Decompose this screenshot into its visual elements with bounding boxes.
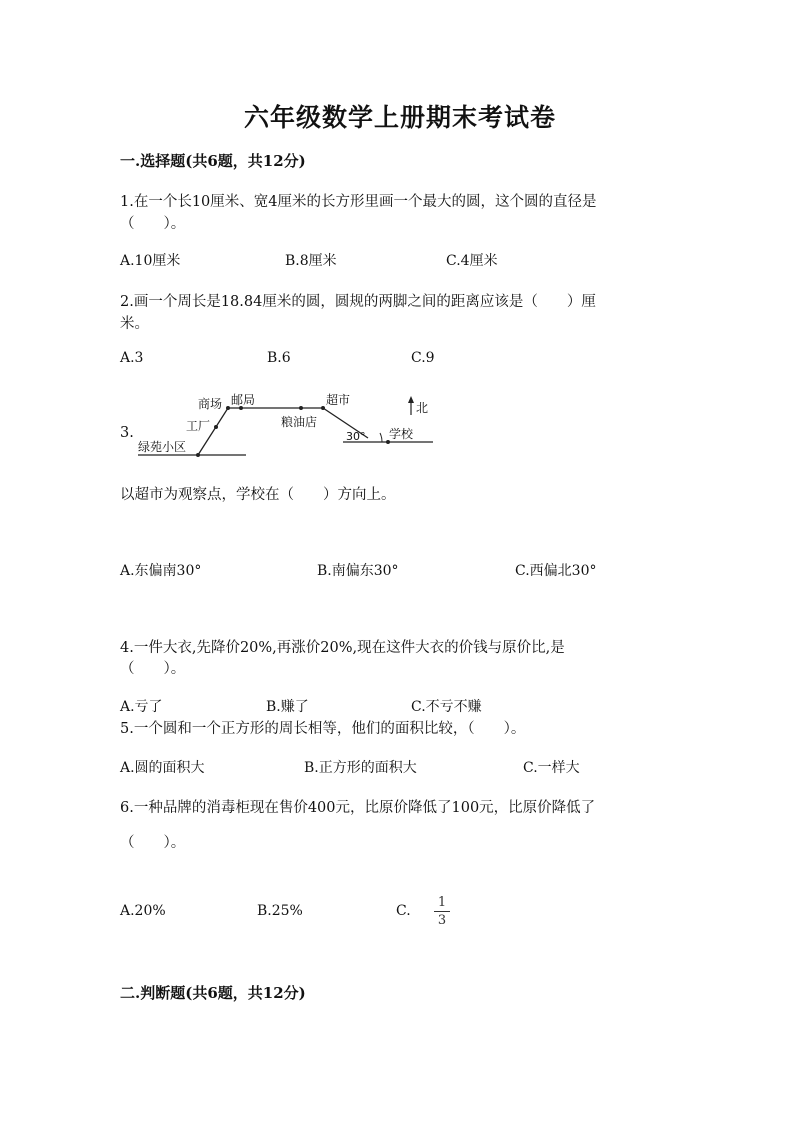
dot-supermarket (321, 406, 325, 410)
question-6-option-a: A.20% (120, 903, 166, 919)
question-3-option-b: B.南偏东30° (317, 563, 399, 579)
question-6-option-b: B.25% (257, 903, 303, 919)
label-grain: 粮油店 (281, 415, 318, 429)
question-1-option-b: B.8厘米 (285, 253, 337, 269)
question-2-option-a: A.3 (120, 350, 144, 366)
question-1-text: 1.在一个长10厘米、宽4厘米的长方形里画一个最大的圆，这个圆的直径是 (120, 194, 597, 210)
dot-community (196, 453, 200, 457)
question-2-text: 2.画一个周长是18.84厘米的圆，圆规的两脚之间的距离应该是（ ）厘 (120, 294, 596, 310)
question-5-option-c: C.一样大 (523, 760, 580, 776)
question-3-option-a: A.东偏南30° (120, 563, 202, 579)
label-angle: 30° (346, 430, 366, 443)
fraction-numerator: 1 (437, 895, 447, 910)
question-4-text: 4.一件大衣,先降价20%,再涨价20%,现在这件大衣的价钱与原价比,是 (120, 640, 565, 656)
dot-store (226, 406, 230, 410)
question-1-option-a: A.10厘米 (120, 253, 181, 269)
page-title: 六年级数学上册期末考试卷 (243, 103, 556, 132)
north-arrow-icon (408, 396, 414, 403)
question-5-option-b: B.正方形的面积大 (304, 760, 417, 776)
label-factory: 工厂 (186, 419, 211, 433)
question-5-text: 5.一个圆和一个正方形的周长相等，他们的面积比较，（ ）。 (120, 721, 526, 737)
question-2-option-c: C.9 (411, 350, 435, 366)
question-5-option-a: A.圆的面积大 (120, 760, 205, 776)
question-4-blank: （ ）。 (120, 661, 186, 677)
question-4-option-c: C.不亏不赚 (411, 699, 482, 715)
fraction-one-third (434, 895, 450, 928)
label-north: 北 (416, 401, 429, 415)
label-community: 绿苑小区 (138, 440, 187, 454)
question-1-blank: （ ）。 (120, 216, 186, 232)
label-post: 邮局 (231, 393, 256, 407)
fraction-bar (434, 911, 450, 912)
label-school: 学校 (389, 427, 414, 441)
question-6-text: 6.一种品牌的消毒柜现在售价400元，比原价降低了100元，比原价降低了 (120, 800, 596, 816)
label-store: 商场 (198, 397, 223, 411)
dot-factory (214, 425, 218, 429)
section-heading-judgment: 二.判断题(共6题，共12分) (120, 984, 306, 1002)
angle-arc (380, 433, 382, 442)
question-1-option-c: C.4厘米 (446, 253, 498, 269)
question-3-option-c: C.西偏北30° (515, 563, 597, 579)
question-4-option-b: B.赚了 (266, 699, 309, 715)
question-6-option-c: C. (396, 903, 411, 919)
dot-grain (299, 406, 303, 410)
question-3-stem: 以超市为观察点，学校在（ ）方向上。 (120, 487, 396, 503)
label-supermarket: 超市 (326, 393, 351, 407)
fraction-denominator: 3 (437, 913, 447, 928)
direction-map-figure (138, 388, 438, 464)
question-2-text-cont: 米。 (120, 316, 149, 332)
section-heading-choice: 一.选择题(共6题，共12分) (120, 152, 306, 170)
question-3-number: 3. (120, 425, 134, 441)
question-2-option-b: B.6 (267, 350, 291, 366)
question-4-option-a: A.亏了 (120, 699, 163, 715)
question-6-blank: （ ）。 (120, 835, 186, 851)
